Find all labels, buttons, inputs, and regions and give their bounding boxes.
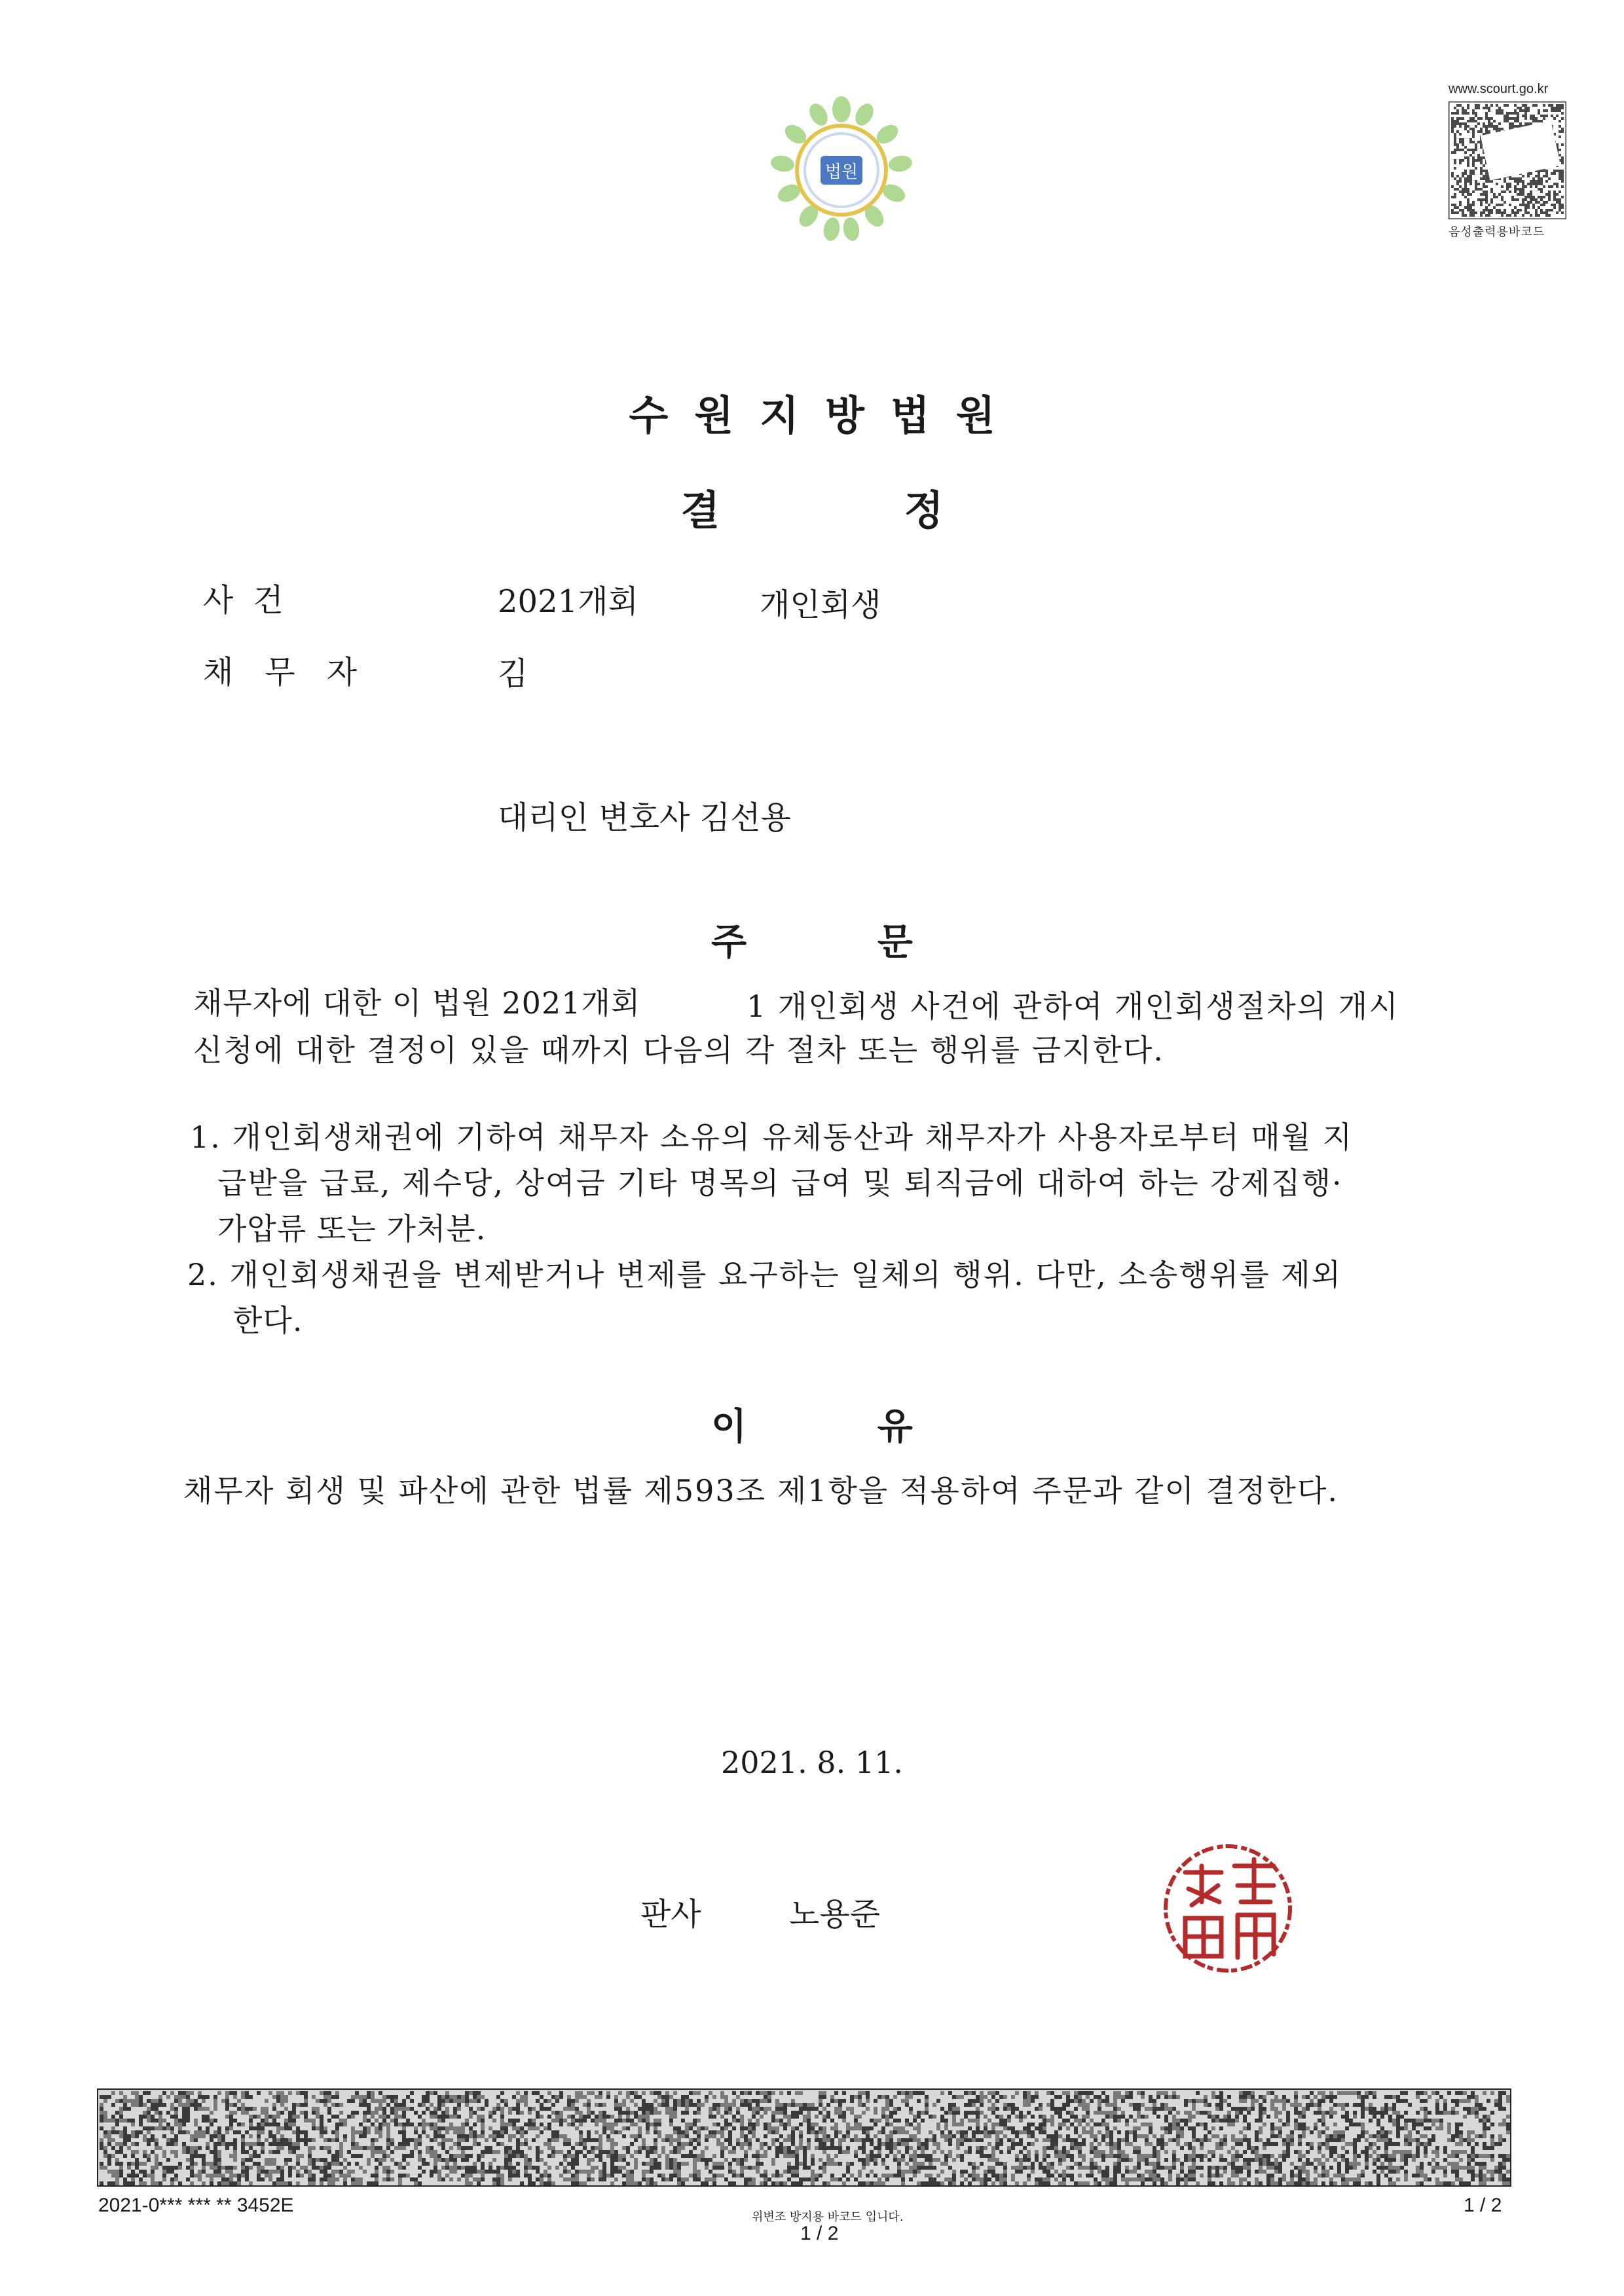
reason-text: 채무자 회생 및 파산에 관한 법률 제593조 제1항을 적용하여 주문과 같이 결정한다.	[183, 1473, 1339, 1508]
debtor-name: 김	[498, 655, 528, 692]
decision-date: 2021. 8. 11.	[721, 1745, 903, 1780]
judge-title: 판사	[640, 1896, 701, 1933]
page-number-right: 1 / 2	[1464, 2195, 1502, 2216]
voice-barcode-icon	[1449, 101, 1566, 219]
agent: 대리인 변호사 김선용	[498, 799, 791, 836]
document-title: 결 정	[680, 486, 944, 534]
anti-forgery-barcode	[97, 2088, 1511, 2187]
order-intro-a: 채무자에 대한 이 법원 2021개회	[193, 985, 641, 1021]
debtor-label: 채무자	[203, 654, 389, 691]
document-code: 2021-0*** *** ** 3452E	[98, 2195, 294, 2216]
page-number-center: 1 / 2	[800, 2223, 839, 2244]
order-item-1-line2: 급받을 급료, 제수당, 상여금 기타 명목의 급여 및 퇴직금에 대하여 하는 강제집행·	[217, 1165, 1343, 1201]
order-intro-c: 신청에 대한 결정이 있을 때까지 다음의 각 절차 또는 행위를 금지한다.	[193, 1032, 1165, 1068]
site-url: www.scourt.go.kr	[1449, 82, 1549, 96]
order-item-1-line3: 가압류 또는 가처분.	[217, 1211, 487, 1247]
order-item-2-line2: 한다.	[233, 1303, 303, 1338]
court-name: 수원지방법원	[629, 392, 1022, 439]
case-number: 2021개회	[498, 583, 638, 620]
case-label: 사건	[203, 582, 303, 619]
voice-barcode-caption: 음성출력용바코드	[1449, 225, 1545, 239]
judge-name: 노용준	[789, 1896, 881, 1933]
order-heading: 주 문	[711, 921, 913, 964]
barcode-note: 위변조 방지용 바코드 입니다.	[752, 2210, 904, 2224]
order-intro-b: 1 개인회생 사건에 관하여 개인회생절차의 개시	[747, 989, 1399, 1024]
order-item-2-line1: 2. 개인회생채권을 변제받거나 변제를 요구하는 일체의 행위. 다만, 소송행위를 제외	[187, 1257, 1342, 1292]
judge-seal-stamp	[1159, 1840, 1297, 1977]
emblem-label: 법원	[824, 162, 858, 182]
case-type: 개인회생	[760, 587, 881, 623]
reason-heading: 이 유	[711, 1406, 913, 1448]
order-item-1-line1: 1. 개인회생채권에 기하여 채무자 소유의 유체동산과 채무자가 사용자로부터 매월 지	[190, 1120, 1354, 1155]
